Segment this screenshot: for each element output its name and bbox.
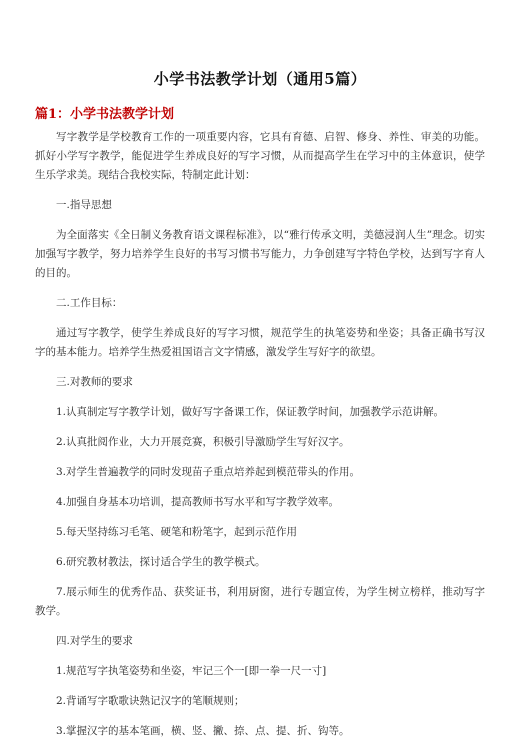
list-item-teacher-3: 3.对学生普遍教学的同时发现苗子重点培养起到模范带头的作用。 — [56, 466, 361, 478]
list-item-student-1: 1.规范写字执笔姿势和坐姿，牢记三个一[即一拳一尺一寸] — [56, 665, 327, 677]
list-item-teacher-2: 2.认真批阅作业，大力开展竞赛，积极引导激励学生写好汉字。 — [56, 436, 350, 448]
list-item-teacher-7: 7.展示师生的优秀作品、获奖证书，利用厨窗，进行专题宣传，为学生树立榜样，推动写字教学。 — [35, 586, 485, 617]
document-body — [35, 128, 485, 752]
list-item-student-3: 3.掌握汉字的基本笔画，横、竖、撇、捺、点、提、折、钩等。 — [56, 725, 350, 737]
list-item-teacher-4: 4.加强自身基本功培训，提高教师书写水平和写字教学效率。 — [56, 496, 340, 508]
subheading-student-requirements: 四.对学生的要求 — [56, 635, 133, 647]
list-item-teacher-5: 5.每天坚持练习毛笔、硬笔和粉笔字，起到示范作用 — [56, 526, 298, 538]
subheading-guiding-ideology: 一.指导思想 — [56, 199, 112, 211]
list-item-student-2: 2.背诵写字歌歌诀熟记汉字的笔顺规则； — [56, 695, 245, 707]
paragraph-intro: 写字教学是学校教育工作的一项重要内容，它具有育德、启智、修身、养性、审美的功能。抓好小学写字教学，能促进学生养成良好的写字习惯，从而提高学生在学习中的主体意识，使学生乐学求美。现结合我校实际，特制定此计划： — [35, 131, 485, 181]
paragraph-work-goals: 通过写字教学，使学生养成良好的写字习惯，规范学生的执笔姿势和坐姿；具备正确书写汉字的基本能力。培养学生热爱祖国语言文字情感，激发学生写好字的欲望。 — [35, 327, 485, 358]
document-title: 小学书法教学计划（通用5篇） — [153, 70, 367, 88]
subheading-teacher-requirements: 三.对教师的要求 — [56, 376, 133, 388]
list-item-teacher-6: 6.研究教材教法，探讨适合学生的教学模式。 — [56, 556, 266, 568]
section-heading: 篇1：小学书法教学计划 — [35, 107, 175, 122]
paragraph-guiding-ideology: 为全面落实《全日制义务教育语文课程标准》，以“雅行传承文明，美德浸润人生”理念。切实加强写字教学，努力培养学生良好的书写习惯书写能力，力争创建写字特色学校，达到写字育人的目的。 — [35, 229, 485, 279]
subheading-work-goals: 二.工作目标： — [56, 297, 123, 309]
list-item-teacher-1: 1.认真制定写字教学计划，做好写字备课工作，保证教学时间，加强教学示范讲解。 — [56, 406, 445, 418]
